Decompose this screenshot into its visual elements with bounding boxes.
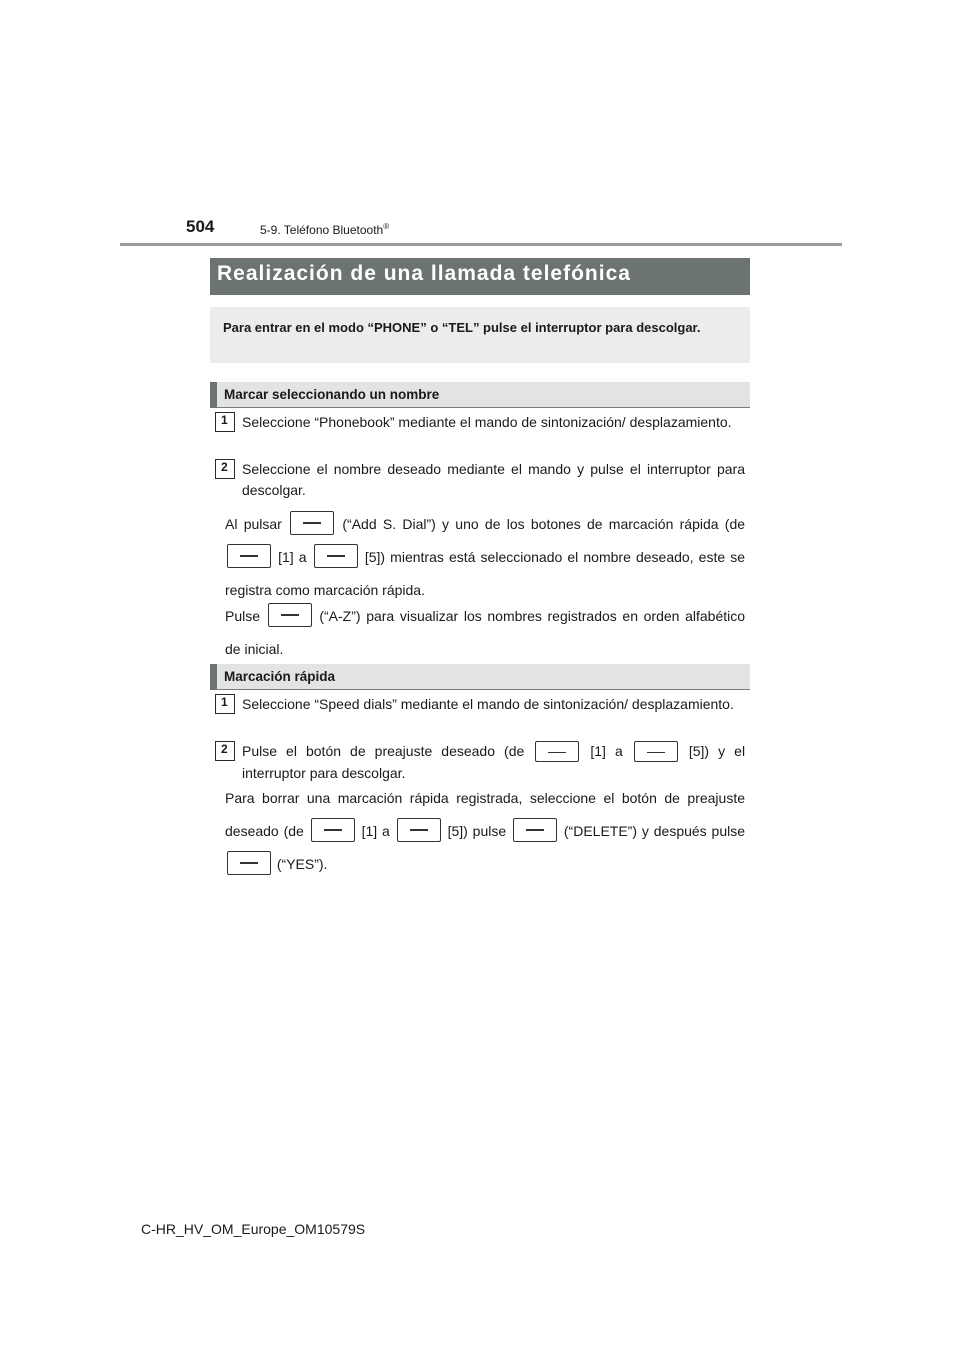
step-text: Seleccione “Phonebook” mediante el mando de sintonización/ desplazamiento.	[242, 414, 732, 430]
page-title: Realización de una llamada telefónica	[217, 262, 631, 285]
section-heading-name-dial: Marcar seleccionando un nombre	[210, 382, 750, 408]
intro-text: Para entrar en el modo “PHONE” o “TEL” pulse el interruptor para descolgar.	[223, 320, 701, 335]
step-number: 1	[215, 694, 235, 714]
step-text: Seleccione “Speed dials” mediante el mando de sintonización/ desplazamiento.	[242, 696, 734, 712]
alphabetical-paragraph: Pulse (“A-Z”) para visualizar los nombres registrados en orden alfabético de inicial.	[225, 600, 745, 666]
step-text: Pulse el botón de preajuste deseado (de [1] a [5]) y el interruptor para descolgar.	[242, 741, 745, 784]
preset-button-icon	[535, 741, 579, 762]
step-number: 2	[215, 459, 235, 479]
document-footer: C-HR_HV_OM_Europe_OM10579S	[141, 1221, 366, 1237]
step-1-phonebook	[215, 412, 745, 433]
delete-speed-dial-paragraph: Para borrar una marcación rápida registrada, seleccione el botón de preajuste deseado (de [1] a [5]) pulse (“DELETE”) y después pulse (“YES”).	[225, 782, 745, 881]
section-heading-speed-dial: Marcación rápida	[210, 664, 750, 690]
yes-button-icon	[227, 851, 271, 875]
step-text: Seleccione el nombre deseado mediante el mando y pulse el interruptor para descolgar.	[242, 461, 745, 498]
header-divider	[120, 243, 842, 246]
intro-box	[210, 307, 750, 363]
add-speed-dial-button-icon	[290, 511, 334, 535]
registered-mark: ®	[383, 222, 390, 231]
title-bar	[210, 258, 750, 295]
step-number: 1	[215, 412, 235, 432]
preset-button-icon	[227, 544, 271, 568]
step-2-select-name	[215, 459, 745, 501]
add-speed-dial-paragraph: Al pulsar (“Add S. Dial”) y uno de los botones de marcación rápida (de [1] a [5]) mientras está seleccionado el nombre deseado, este se registra como marcación rápida.	[225, 508, 745, 607]
step-2-preset	[215, 741, 745, 784]
step-number: 2	[215, 741, 235, 761]
a-z-button-icon	[268, 603, 312, 627]
preset-button-icon	[397, 818, 441, 842]
preset-button-icon	[314, 544, 358, 568]
step-1-speed-dials	[215, 694, 745, 715]
delete-button-icon	[513, 818, 557, 842]
preset-button-icon	[634, 741, 678, 762]
section-reference: 5-9. Teléfono Bluetooth®	[260, 222, 390, 237]
page-number: 504	[186, 217, 215, 236]
preset-button-icon	[311, 818, 355, 842]
